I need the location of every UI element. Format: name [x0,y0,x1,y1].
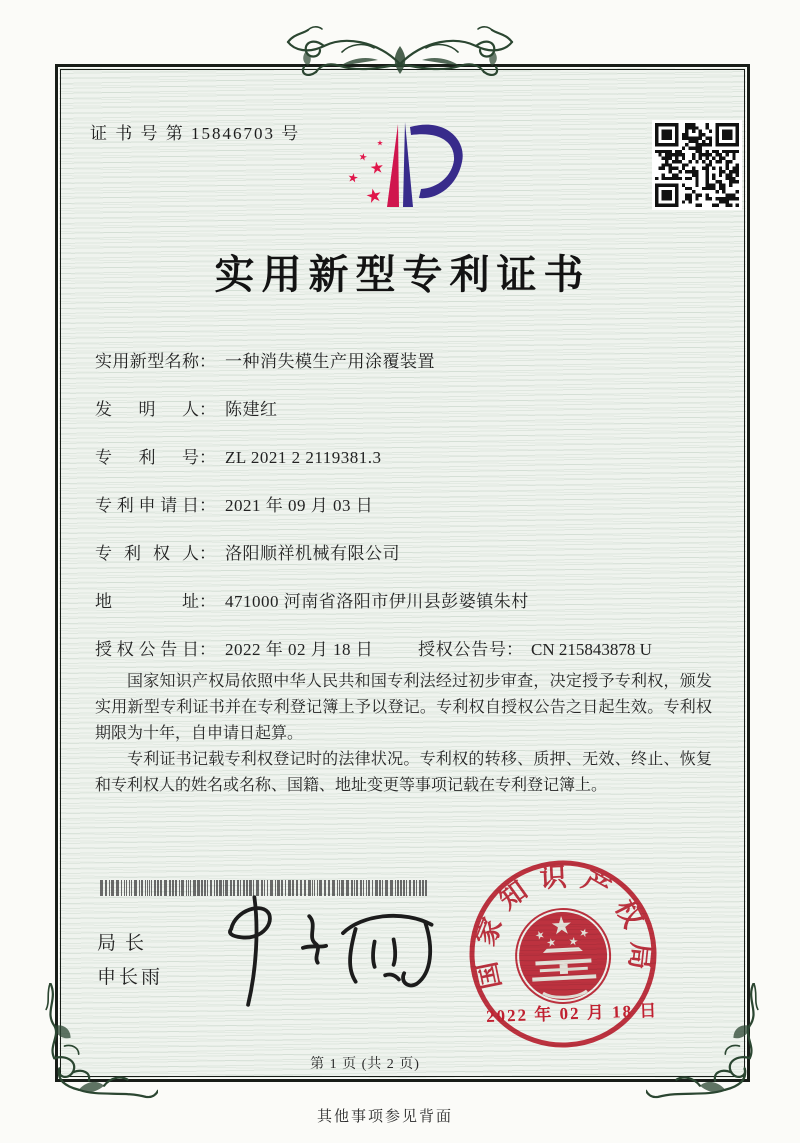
field-label: 专利号 [95,448,199,467]
field-label: 授权公告号 [418,640,506,659]
commissioner-title: 局长 [97,933,154,954]
page-indicator: 第 1 页 (共 2 页) [310,1057,420,1072]
commissioner-signature-icon [208,886,440,1014]
field-value: 2022 年 02 月 18 日 [225,640,374,659]
field-label: 专利申请日 [95,496,199,515]
legal-paragraph-2: 专利证书记载专利权登记时的法律状况。专利权的转移、质押、无效、终止、恢复和专利权人的姓名或名称、国籍、地址变更等事项记载在专利登记簿上。 [95,751,712,794]
field-value: 一种消失模生产用涂覆装置 [225,352,435,371]
seal-date: 2022 年 02 月 18 日 [485,1000,659,1026]
field-value: 471000 河南省洛阳市伊川县彭婆镇朱村 [225,592,529,611]
qr-code [652,120,742,210]
field-grant-publication-number: 授权公告号： CN 215843878 U [418,635,652,660]
national-emblem-icon [514,907,613,1006]
field-value: 2021 年 09 月 03 日 [225,496,374,515]
footer-note: 其他事项参见背面 [316,1109,453,1125]
field-value: CN 215843878 U [531,640,652,659]
field-value: 陈建红 [225,400,278,419]
field-label: 发明人 [95,400,199,419]
field-filing-date: 专利申请日： 2021 年 09 月 03 日 [95,491,373,516]
field-patent-number: 专利号： ZL 2021 2 2119381.3 [95,443,382,468]
field-label: 专利权人 [95,544,199,563]
field-value: ZL 2021 2 2119381.3 [225,448,382,467]
field-value: 洛阳顺祥机械有限公司 [225,544,400,563]
seal-ring-text: 国家知识产权局 [468,861,657,992]
field-utility-model-name: 实用新型名称： 一种消失模生产用涂覆装置 [95,347,435,372]
field-patentee: 专利权人： 洛阳顺祥机械有限公司 [95,539,400,564]
top-scroll-ornament-icon [280,6,520,86]
certificate-number: 证 书 号 第 15846703 号 [90,124,301,143]
field-label: 授权公告日 [95,640,199,659]
field-label: 地址 [95,592,199,611]
field-label: 实用新型名称 [95,352,199,371]
legal-paragraph-1: 国家知识产权局依照中华人民共和国专利法经过初步审查，决定授予专利权，颁发实用新型专利证书并在专利登记簿上予以登记。专利权自授权公告之日起生效。专利权期限为十年，自申请日起算。 [95,673,712,742]
field-grant-date: 授权公告日： 2022 年 02 月 18 日 [95,635,373,660]
legal-text [95,669,712,799]
field-inventor: 发明人： 陈建红 [95,395,278,420]
bottom-left-corner-ornament-icon [36,983,158,1105]
commissioner-name: 申长雨 [97,967,164,988]
field-address: 地址： 471000 河南省洛阳市伊川县彭婆镇朱村 [95,587,529,612]
certificate-title: 实用新型专利证书 [214,252,591,297]
cnipa-logo-icon [340,102,470,218]
